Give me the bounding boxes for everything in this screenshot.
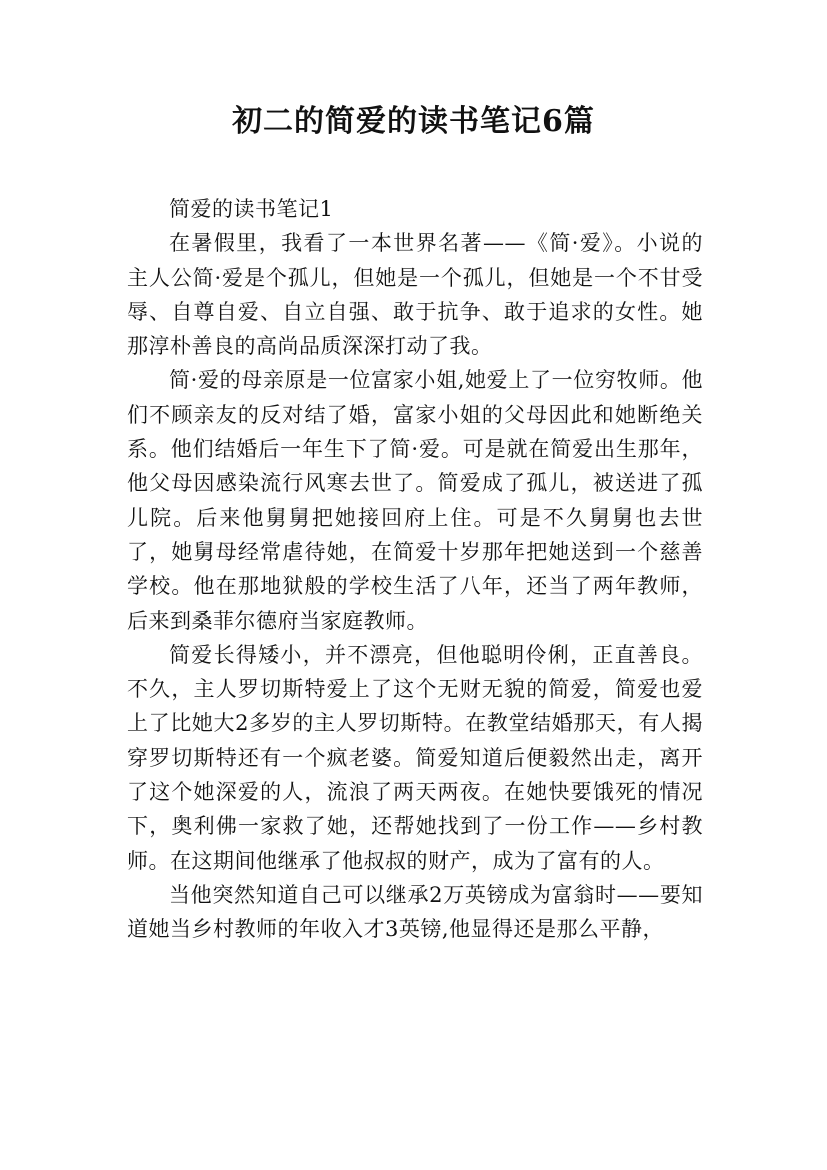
document-title: 初二的简爱的读书笔记6篇 [232, 104, 595, 139]
paragraph: 当他突然知道自己可以继承2万英镑成为富翁时——要知道她当乡村教师的年收入才3英镑,他显得还是那么平静， [127, 882, 703, 942]
paragraph: 在暑假里，我看了一本世界名著——《简·爱》。小说的主人公简·爱是个孤儿，但她是一个孤儿，但她是一个不甘受辱、自尊自爱、自立自强、敢于抗争、敢于追求的女性。她那淳朴善良的高尚品质深深打动了我。 [127, 231, 703, 359]
section-heading: 简爱的读书笔记1 [169, 197, 334, 221]
document-body [127, 192, 703, 947]
paragraph: 简·爱的母亲原是一位富家小姐,她爱上了一位穷牧师。他们不顾亲友的反对结了婚，富家小姐的父母因此和她断绝关系。他们结婚后一年生下了简·爱。可是就在简爱出生那年，他父母因感染流行风寒去世了。简爱成了孤儿，被送进了孤儿院。后来他舅舅把她接回府上住。可是不久舅舅也去世了，她舅母经常虐待她，在简爱十岁那年把她送到一个慈善学校。他在那地狱般的学校生活了八年，还当了两年教师，后来到桑菲尔德府当家庭教师。 [127, 368, 703, 633]
paragraph: 简爱长得矮小，并不漂亮，但他聪明伶俐，正直善良。不久，主人罗切斯特爱上了这个无财无貌的简爱，简爱也爱上了比她大2多岁的主人罗切斯特。在教堂结婚那天，有人揭穿罗切斯特还有一个疯老婆。简爱知道后便毅然出走，离开了这个她深爱的人，流浪了两天两夜。在她快要饿死的情况下，奥利佛一家救了她，还帮她找到了一份工作——乡村教师。在这期间他继承了他叔叔的财产，成为了富有的人。 [127, 642, 703, 873]
